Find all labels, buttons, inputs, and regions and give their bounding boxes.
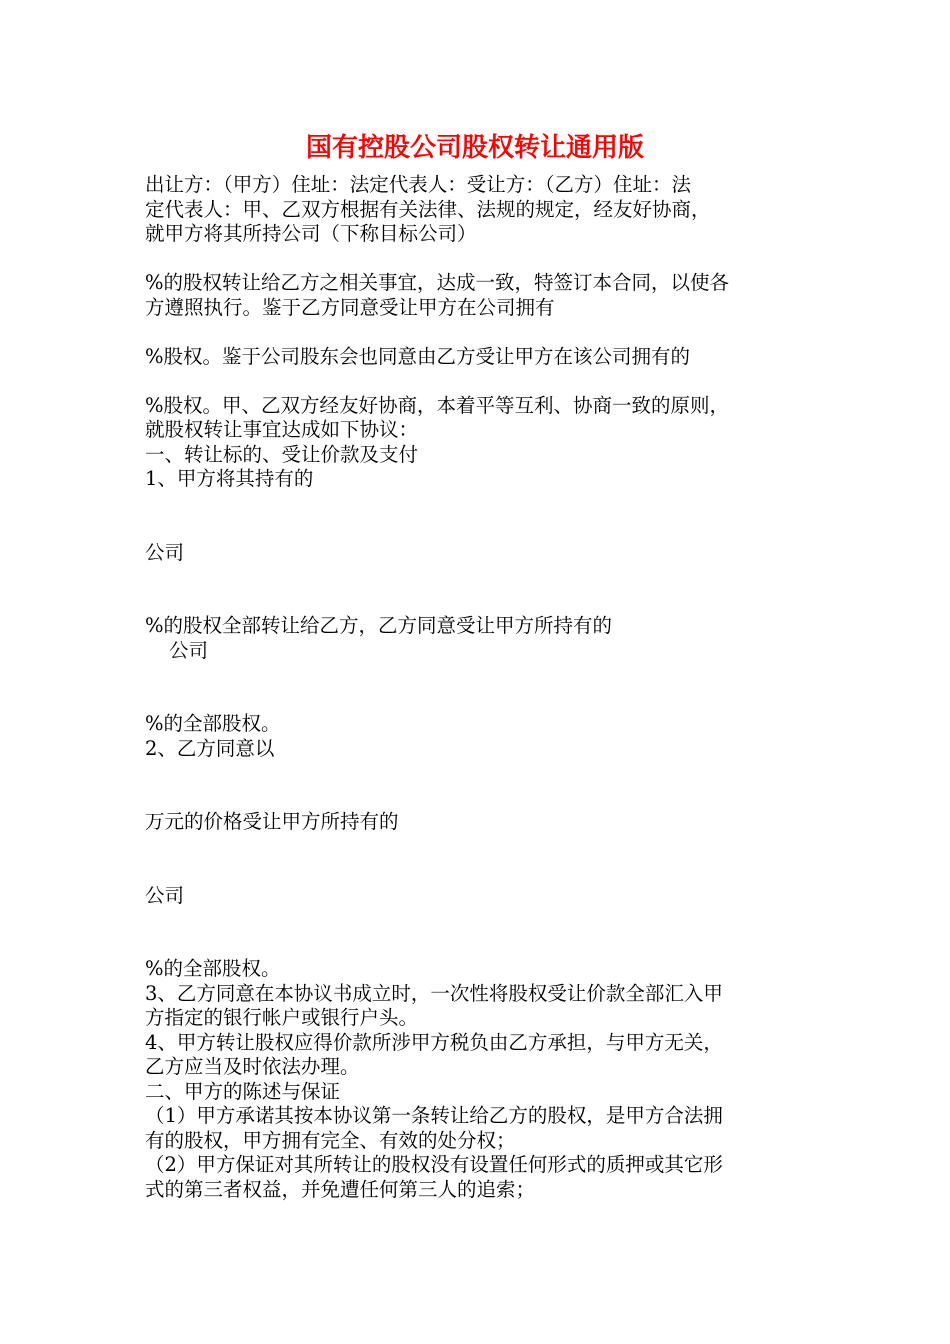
clause-line: 公司 [145,883,185,907]
paragraph-line: 就甲方将其所持公司（下称目标公司） [145,222,477,245]
clause-line: （1）甲方承诺其按本协议第一条转让给乙方的股权，是甲方合法拥 [145,1104,723,1127]
clause-line: （2）甲方保证对其所转让的股权没有设置任何形式的质押或其它形 [145,1153,723,1176]
clause-line: 有的股权，甲方拥有完全、有效的处分权； [145,1128,516,1152]
paragraph-line: 定代表人：甲、乙双方根据有关法律、法规的规定，经友好协商， [145,197,711,221]
section-heading: 一、转让标的、受让价款及支付 [145,442,419,466]
clause-line: 4、甲方转让股权应得价款所涉甲方税负由乙方承担，与甲方无关， [145,1030,723,1054]
paragraph-line: %的股权转让给乙方之相关事宜，达成一致，特签订本合同，以使各 [145,271,730,294]
clause-line: 式的第三者权益，并免遭任何第三人的追索； [145,1177,536,1201]
clause-line: 公司 [145,540,185,564]
clause-line: %的全部股权。 [145,712,281,735]
document-body [145,173,810,1202]
document-title: 国有控股公司股权转让通用版 [305,133,644,163]
paragraph-line: %股权。鉴于公司股东会也同意由乙方受让甲方在该公司拥有的 [145,344,691,368]
paragraph-line: 出让方：（甲方）住址：法定代表人：受让方：（乙方）住址：法 [145,173,692,196]
paragraph-line: %股权。甲、乙双方经友好协商，本着平等互利、协商一致的原则， [145,393,730,417]
clause-line: 方指定的银行帐户或银行户头。 [145,1006,419,1029]
clause-line: 2、乙方同意以 [145,736,275,760]
clause-line: 1、甲方将其持有的 [145,467,314,490]
section-heading: 二、甲方的陈述与保证 [145,1079,341,1103]
clause-line: 公司 [169,638,209,662]
paragraph-line: 就股权转让事宜达成如下协议： [145,418,419,441]
clause-line: 万元的价格受让甲方所持有的 [145,810,399,833]
clause-line: 乙方应当及时依法办理。 [145,1055,360,1078]
clause-line: %的股权全部转让给乙方，乙方同意受让甲方所持有的 [145,614,613,637]
clause-line: 3、乙方同意在本协议书成立时，一次性将股权受让价款全部汇入甲 [145,981,723,1005]
paragraph-line: 方遵照执行。鉴于乙方同意受让甲方在公司拥有 [145,295,555,319]
clause-line: %的全部股权。 [145,957,281,980]
